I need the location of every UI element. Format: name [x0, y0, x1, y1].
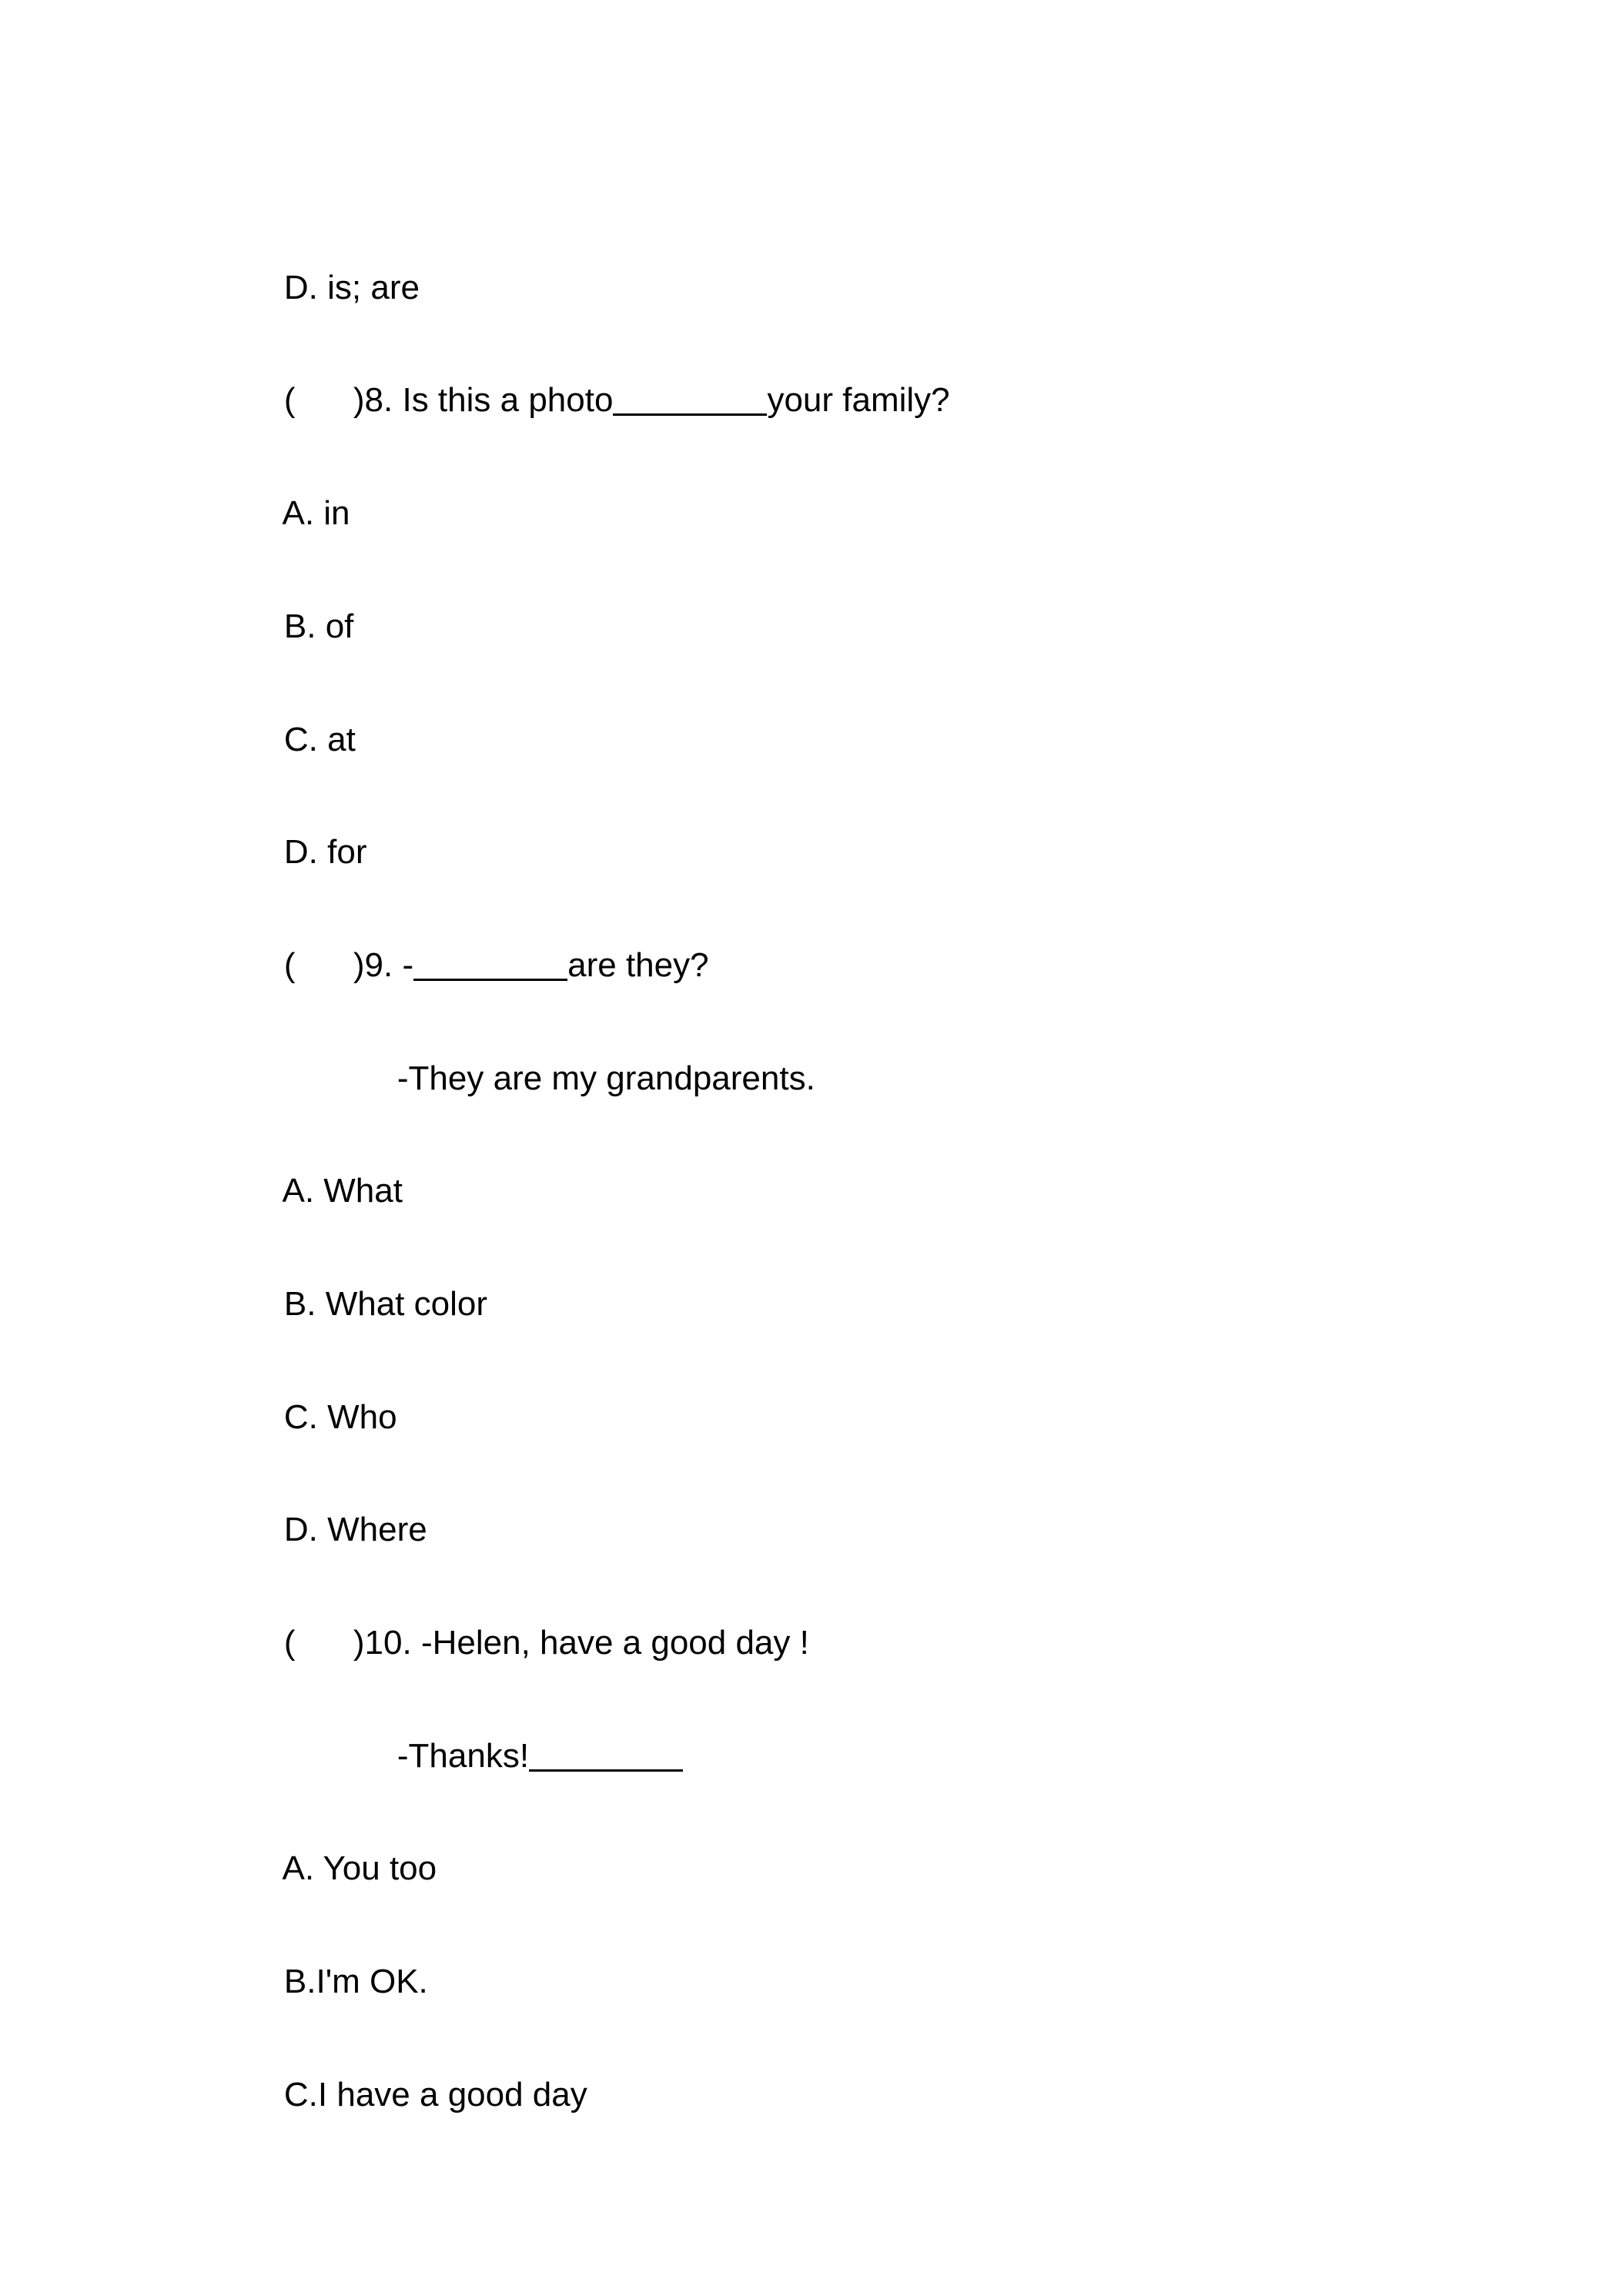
answer-blank: [413, 945, 567, 981]
question-8: [246, 331, 950, 470]
option-8b-text: B. of: [283, 607, 354, 645]
question-9-suffix: are they?: [567, 946, 709, 984]
answer-paren: (: [283, 1624, 296, 1662]
question-9-response: [360, 1009, 815, 1148]
option-8a-text: A. in: [282, 494, 350, 532]
option-9d-text: D. Where: [283, 1511, 427, 1548]
question-8-suffix: your family?: [767, 381, 950, 419]
question-8-prefix: )8. Is this a photo: [353, 381, 614, 419]
option-10c-text: C.I have a good day: [283, 2076, 587, 2114]
answer-paren: (: [283, 946, 296, 984]
option-10b-text: B.I'm OK.: [283, 1963, 428, 2000]
option-9b-text: B. What color: [283, 1285, 487, 1323]
answer-blank: [529, 1735, 683, 1772]
question-10-response-text: -Thanks!: [397, 1737, 530, 1775]
question-9-prefix: )9. -: [353, 946, 414, 984]
answer-blank: [613, 380, 767, 416]
question-9-response-text: -They are my grandparents.: [397, 1059, 815, 1097]
option-7d-text: D. is; are: [283, 269, 420, 306]
option-10c: [246, 2026, 587, 2164]
option-9a-text: A. What: [282, 1172, 403, 1210]
answer-paren: (: [283, 381, 296, 419]
option-8c-text: C. at: [283, 721, 356, 758]
option-10a-text: A. You too: [282, 1849, 437, 1887]
option-9c-text: C. Who: [283, 1398, 397, 1436]
question-10-text: )10. -Helen, have a good day !: [353, 1624, 809, 1662]
option-8d-text: D. for: [283, 833, 367, 871]
